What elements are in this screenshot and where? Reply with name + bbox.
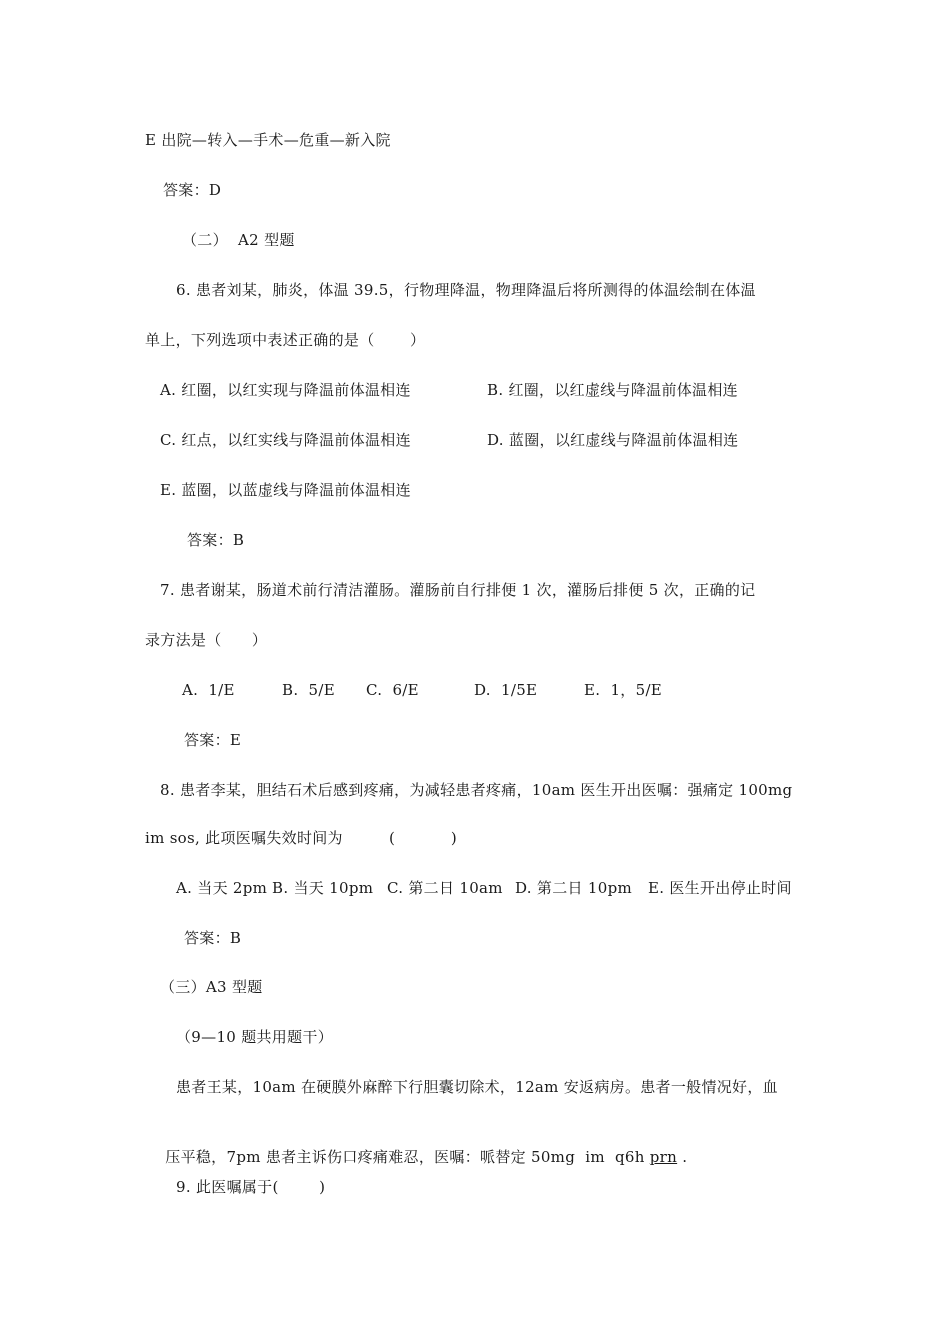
question-7-stem: 7. 患者谢某，肠道术前行清洁灌肠。灌肠前自行排便 1 次，灌肠后排便 5 次，正确的记 [160, 581, 756, 599]
shared-stem-text: 患者王某，10am 在硬膜外麻醉下行胆囊切除术，12am 安返病房。患者一般情况好，血 [176, 1078, 778, 1096]
answer-6: 答案：B [187, 531, 245, 549]
shared-stem-text-cont-end: . [677, 1148, 688, 1166]
shared-stem-text-cont-main: 压平稳，7pm 患者主诉伤口疼痛难忍，医嘱：哌替定 50mg im q6h [165, 1148, 650, 1166]
question-8-option-c: C. 第二日 10am [387, 879, 503, 897]
question-6-option-b: B. 红圈，以红虚线与降温前体温相连 [487, 381, 738, 399]
question-7-option-c: C. 6/E [366, 681, 419, 699]
question-8-blank: ( ) [389, 829, 458, 847]
section-a2-heading: （二） A2 型题 [182, 231, 295, 249]
section-a3-heading: （三）A3 型题 [160, 978, 263, 996]
question-8-option-b: B. 当天 10pm [272, 879, 374, 897]
question-6-option-a: A. 红圈，以红实现与降温前体温相连 [160, 381, 411, 399]
question-8-stem: 8. 患者李某，胆结石术后感到疼痛，为减轻患者疼痛，10am 医生开出医嘱：强痛定 100mg [160, 781, 793, 799]
answer-7: 答案：E [184, 731, 242, 749]
question-6-option-d: D. 蓝圈，以红虚线与降温前体温相连 [487, 431, 739, 449]
question-7-option-a: A. 1/E [182, 681, 235, 699]
question-7-option-d: D. 1/5E [474, 681, 538, 699]
option-e-previous: E 出院—转入—手术—危重—新入院 [145, 131, 391, 149]
question-8-option-d: D. 第二日 10pm [515, 879, 633, 897]
question-8-option-a: A. 当天 2pm [176, 879, 268, 897]
question-6-stem-cont: 单上，下列选项中表述正确的是（ ） [145, 331, 426, 349]
question-6-option-c: C. 红点，以红实线与降温前体温相连 [160, 431, 411, 449]
question-6-option-e: E. 蓝圈，以蓝虚线与降温前体温相连 [160, 481, 411, 499]
question-6-stem: 6. 患者刘某，肺炎，体温 39.5，行物理降温，物理降温后将所测得的体温绘制在体温 [176, 281, 756, 299]
answer-8: 答案：B [184, 929, 242, 947]
answer-5: 答案：D [163, 181, 222, 199]
question-7-option-b: B. 5/E [282, 681, 335, 699]
prn-underlined: prn [649, 1148, 678, 1166]
shared-stem-note: （9—10 题共用题干） [176, 1028, 333, 1046]
question-8-option-e: E. 医生开出停止时间 [648, 879, 792, 897]
question-9-stem: 9. 此医嘱属于( ) [176, 1178, 326, 1196]
question-8-stem-cont: im sos, 此项医嘱失效时间为 [145, 829, 343, 847]
question-7-stem-cont: 录方法是（ ） [145, 631, 268, 649]
question-7-option-e: E. 1，5/E [584, 681, 663, 699]
